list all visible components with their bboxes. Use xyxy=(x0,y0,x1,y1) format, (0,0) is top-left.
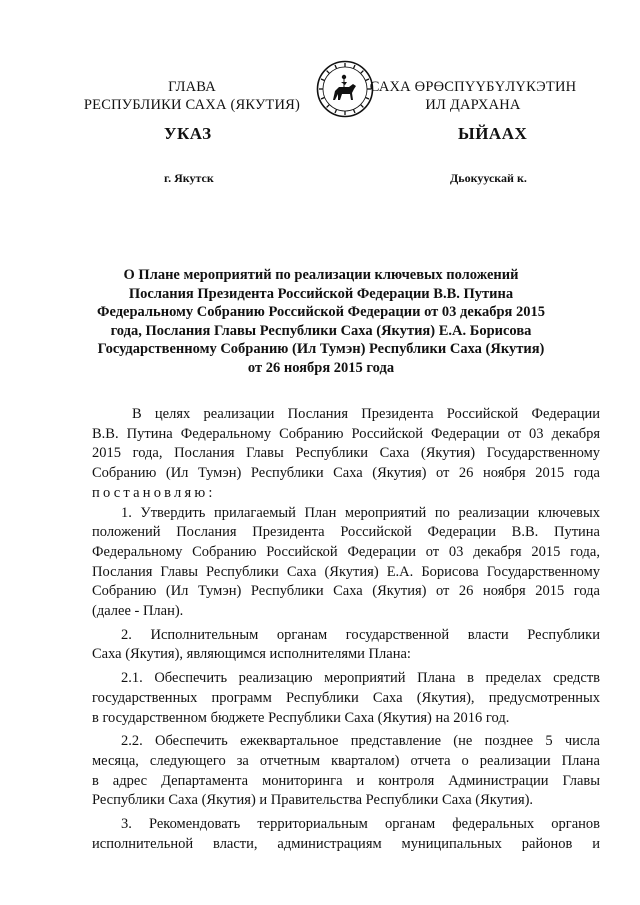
text-line: государственных программ Республики Саха (Якутия), предусмотренных xyxy=(92,689,600,706)
text-line: 3. Рекомендовать территориальным органам федеральных органов xyxy=(121,816,600,833)
text-line: (далее - План). xyxy=(92,603,184,620)
preamble-paragraph xyxy=(92,405,600,504)
document-title xyxy=(86,266,556,378)
issuer-line: ГЛАВА xyxy=(168,79,216,95)
clause-2-2 xyxy=(92,732,600,811)
clause-1 xyxy=(92,504,600,622)
issuer-sakha xyxy=(348,78,598,114)
title-line: Государственному Собранию (Ил Тумэн) Республики Саха (Якутия) xyxy=(97,341,545,358)
text-line: 2.1. Обеспечить реализацию мероприятий Плана в пределах средств xyxy=(121,670,600,687)
text-line: исполнительной власти, администрациям муниципальных районов и xyxy=(92,835,600,852)
title-line: от 26 ноября 2015 года xyxy=(247,359,395,376)
title-line: О Плане мероприятий по реализации ключевых положений xyxy=(123,267,519,283)
city-sakha: Дьокуускай к. xyxy=(450,171,527,185)
text-line: Саха (Якутия), являющимся исполнителями Плана: xyxy=(92,646,411,663)
issuer-line: ИЛ ДАРХАНА xyxy=(425,97,521,113)
text-line: Собранию (Ил Тумэн) Республики Саха (Якутия) от 26 ноября 2015 года xyxy=(92,583,600,600)
text-line: в государственном бюджете Республики Саха (Якутия) на 2016 год. xyxy=(92,709,510,726)
issuer-russian xyxy=(62,78,322,114)
text-line: Федеральному Собранию Российской Федерации от 03 декабря 2015 года, xyxy=(92,543,600,560)
text-line: Собранию (Ил Тумэн) Республики Саха (Якутия) от 26 ноября 2015 года xyxy=(92,465,600,482)
title-line: года, Послания Главы Республики Саха (Якутия) Е.А. Борисова xyxy=(110,322,532,339)
text-line: положений Послания Президента Российской Федерации В.В. Путина xyxy=(92,524,600,541)
text-line: 2.2. Обеспечить ежеквартальное представление (не позднее 5 числа xyxy=(121,733,600,750)
clause-3 xyxy=(92,815,600,854)
text-line: В целях реализации Послания Президента Российской Федерации xyxy=(132,406,600,422)
clause-2-1 xyxy=(92,669,600,728)
decree-body xyxy=(92,405,600,854)
city-russian: г. Якутск xyxy=(164,171,214,185)
decree-type-russian: УКАЗ xyxy=(164,124,212,143)
text-line: постановляю: xyxy=(92,484,216,501)
text-line: месяца, следующего за отчетным кварталом) отчета о реализации Плана xyxy=(92,752,600,769)
decree-type-sakha: ЫЙААХ xyxy=(458,124,528,143)
text-line: В.В. Путина Федеральному Собранию Российской Федерации от 03 декабря xyxy=(92,425,600,442)
text-line: Послания Главы Республики Саха (Якутия) Е.А. Борисова Государственному xyxy=(92,563,600,580)
text-line: Республики Саха (Якутия) и Правительства Республики Саха (Якутия). xyxy=(92,792,534,809)
text-line: в адрес Департамента мониторинга и контроля Администрации Главы xyxy=(92,772,600,789)
title-line: Федеральному Собранию Российской Федерации от 03 декабря 2015 xyxy=(97,304,545,321)
text-line: 2. Исполнительным органам государственной власти Республики xyxy=(121,626,600,643)
issuer-line: САХА ӨРӨСПҮҮБҮЛҮКЭТИН xyxy=(369,79,577,95)
issuer-line: РЕСПУБЛИКИ САХА (ЯКУТИЯ) xyxy=(83,97,301,113)
clause-2 xyxy=(92,626,600,665)
text-line: 2015 года, Послания Главы Республики Саха (Якутия) Государственному xyxy=(92,445,600,462)
text-line: 1. Утвердить прилагаемый План мероприятий по реализации ключевых xyxy=(121,504,600,521)
title-line: Послания Президента Российской Федерации В.В. Путина xyxy=(128,285,514,302)
